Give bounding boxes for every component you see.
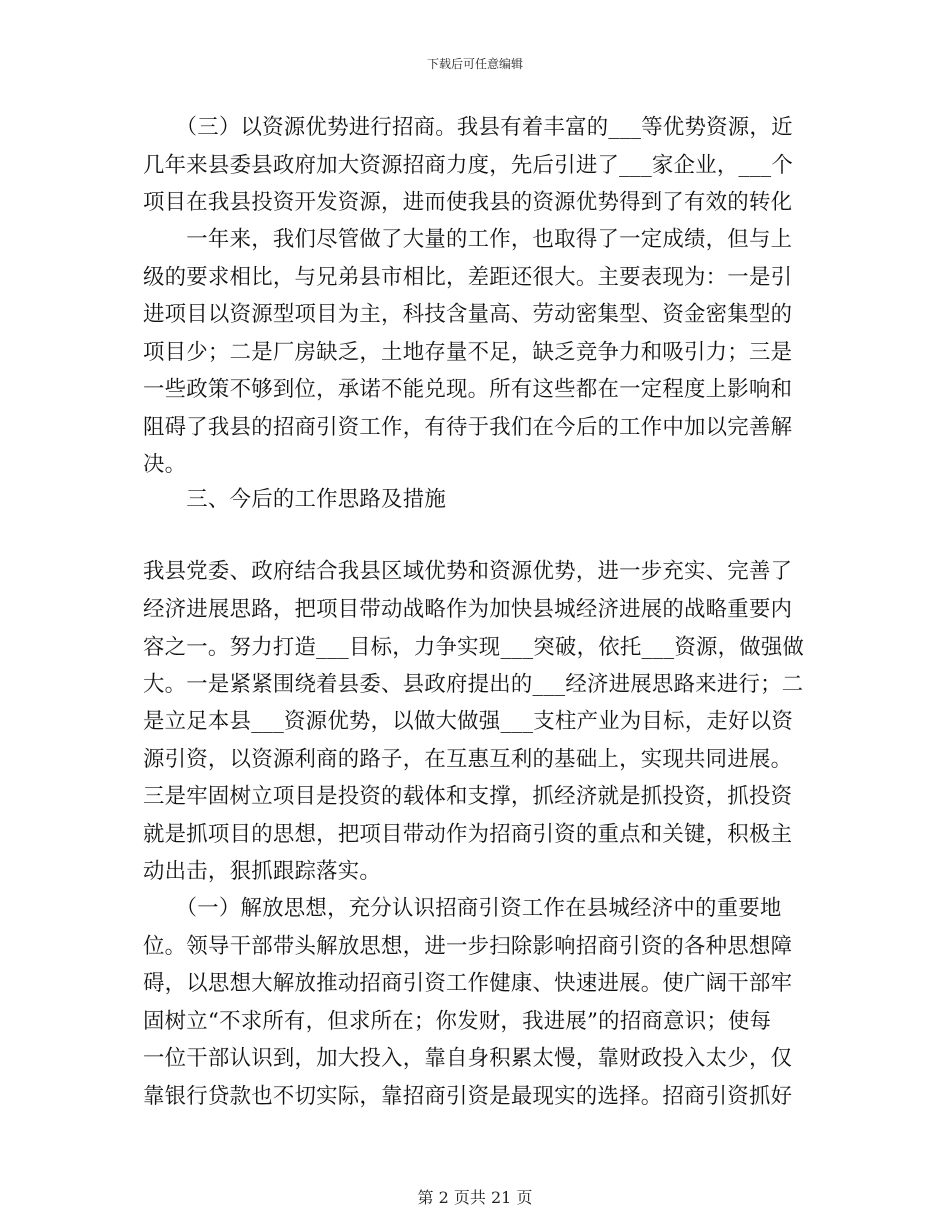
- text-line: 是立足本县___资源优势，以做大做强___支柱产业为目标，走好以资: [143, 709, 793, 734]
- text-line: 几年来县委县政府加大资源招商力度，先后引进了___家企业，___个: [143, 153, 793, 178]
- text-line: 一年来，我们尽管做了大量的工作，也取得了一定成绩，但与上: [143, 227, 793, 252]
- text-line: 容之一。努力打造___目标，力争实现___突破，依托___资源，做强做: [143, 635, 805, 660]
- text-line: （三）以资源优势进行招商。我县有着丰富的___等优势资源，近: [143, 115, 793, 140]
- text-line: 阻碍了我县的招商引资工作，有待于我们在今后的工作中加以完善解: [143, 415, 793, 440]
- text-line: 固树立“不求所有，但求所在；你发财，我进展”的招商意识；使每: [143, 1009, 772, 1034]
- text-line: 一位干部认识到，加大投入，靠自身积累太慢，靠财政投入太少，仅: [143, 1046, 793, 1071]
- text-line: 项目少；二是厂房缺乏，土地存量不足，缺乏竞争力和吸引力；三是: [143, 340, 793, 365]
- text-line: 一些政策不够到位，承诺不能兑现。所有这些都在一定程度上影响和: [143, 377, 793, 402]
- text-line: 源引资，以资源利商的路子，在互惠互利的基础上，实现共同进展。: [143, 747, 793, 772]
- text-line: （一）解放思想，充分认识招商引资工作在县城经济中的重要地: [143, 896, 782, 921]
- text-line: 项目在我县投资开发资源，进而使我县的资源优势得到了有效的转化: [143, 190, 793, 215]
- text-line: 我县党委、政府结合我县区域优势和资源优势，进一步充实、完善了: [143, 559, 793, 584]
- text-line: 大。一是紧紧围绕着县委、县政府提出的___经济进展思路来进行；二: [143, 672, 804, 697]
- text-line: 经济进展思路，把项目带动战略作为加快县城经济进展的战略重要内: [143, 597, 793, 622]
- section-heading: 三、今后的工作思路及措施: [143, 487, 446, 512]
- text-line: 进项目以资源型项目为主，科技含量高、劳动密集型、资金密集型的: [143, 302, 793, 327]
- text-line: 决。: [143, 452, 187, 477]
- page-header: 下载后可任意编辑: [426, 57, 523, 71]
- text-line: 动出击，狠抓跟踪落实。: [143, 859, 382, 884]
- text-line: 位。领导干部带头解放思想，进一步扫除影响招商引资的各种思想障: [143, 934, 793, 959]
- text-line: 靠银行贷款也不切实际，靠招商引资是最现实的选择。招商引资抓好: [143, 1084, 793, 1109]
- text-line: 就是抓项目的思想，把项目带动作为招商引资的重点和关键，积极主: [143, 822, 793, 847]
- text-line: 三是牢固树立项目是投资的载体和支撑，抓经济就是抓投资，抓投资: [143, 784, 793, 809]
- text-line: 级的要求相比，与兄弟县市相比，差距还很大。主要表现为：一是引: [143, 265, 793, 290]
- page-footer: 第 2 页共 21 页: [417, 1188, 533, 1207]
- text-line: 碍，以思想大解放推动招商引资工作健康、快速进展。使广阔干部牢: [143, 971, 793, 996]
